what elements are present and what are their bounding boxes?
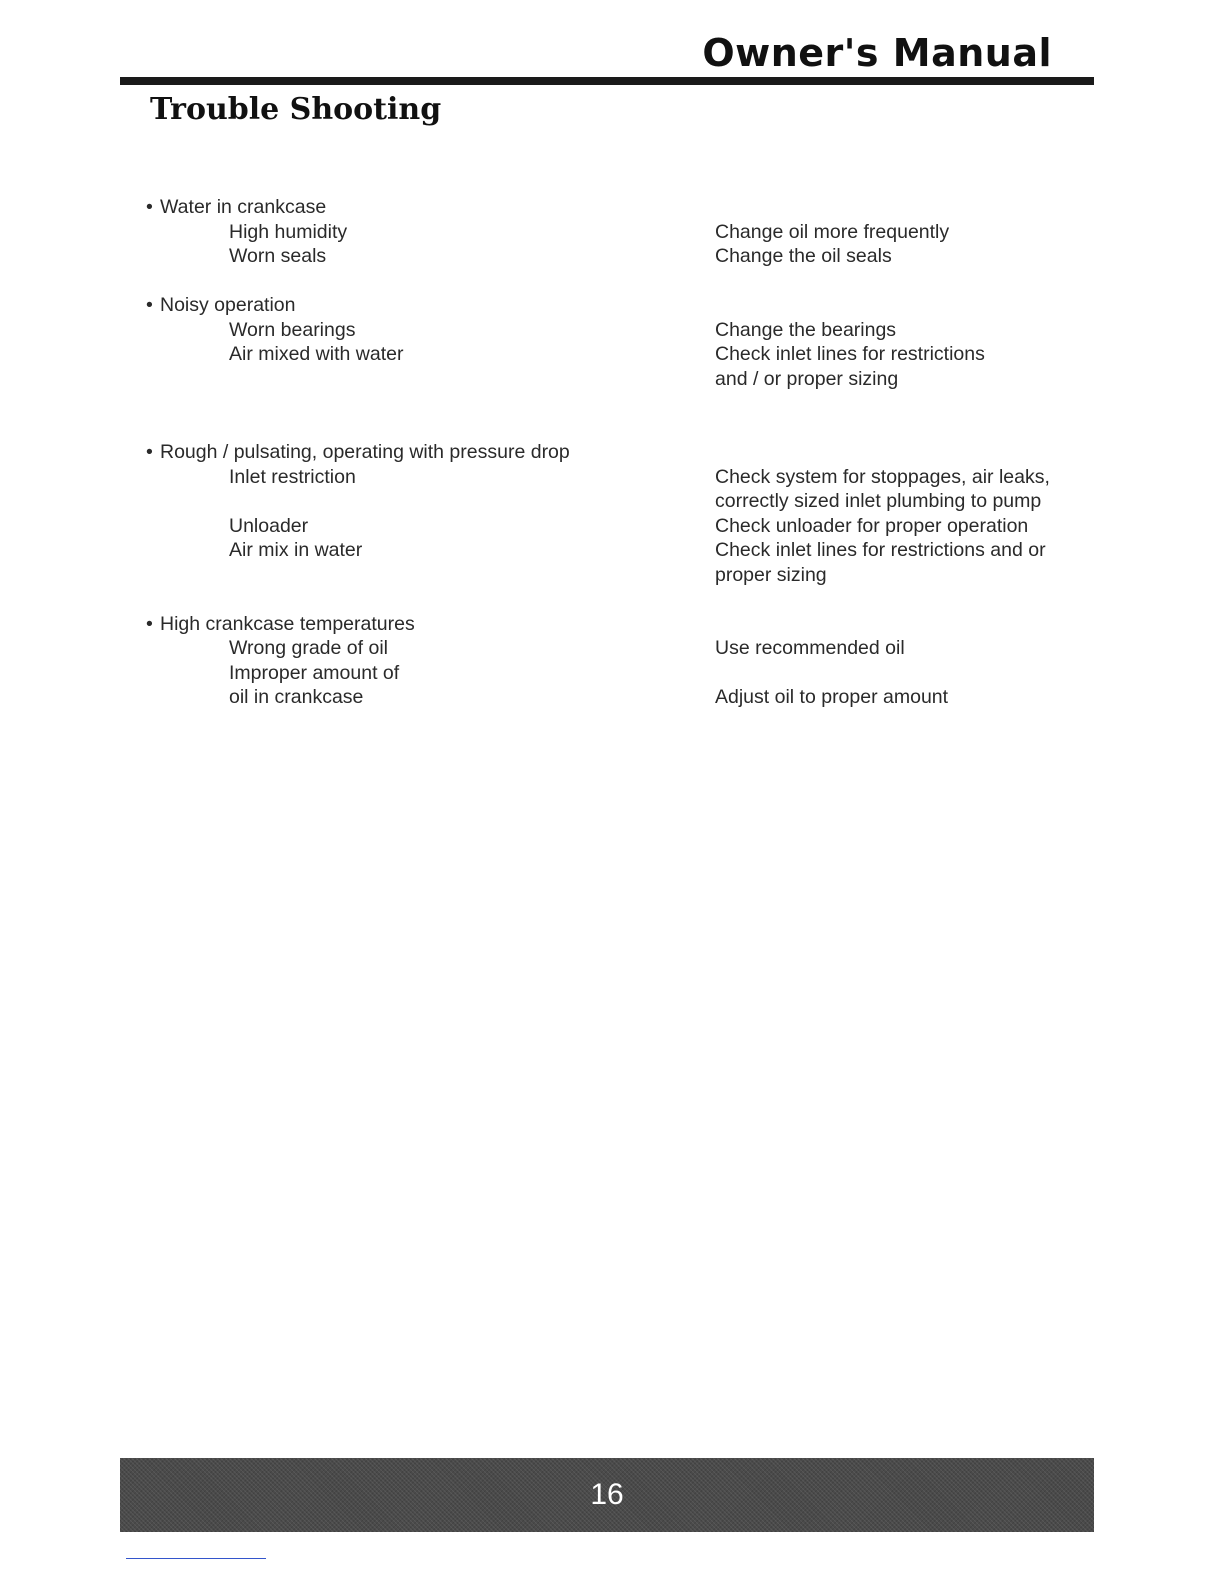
- problem-row: [146, 195, 1066, 220]
- problem-group: [146, 612, 1066, 710]
- cause-text: [146, 489, 715, 514]
- link-underline: [126, 1558, 266, 1559]
- cause-remedy-row: [146, 636, 1066, 661]
- problem-label: Noisy operation: [160, 294, 296, 316]
- problem-group: [146, 440, 1066, 587]
- remedy-text: proper sizing: [715, 563, 827, 586]
- cause-text: Worn bearings: [229, 318, 356, 341]
- cause-remedy-row: [146, 489, 1066, 514]
- cause-remedy-row: [146, 661, 1066, 686]
- remedy-text: Change the bearings: [715, 318, 897, 341]
- cause-text: Worn seals: [229, 245, 327, 267]
- remedy-text: Change the oil seals: [715, 245, 892, 267]
- page-number: 16: [590, 1478, 624, 1511]
- cause-remedy-row: [146, 318, 1066, 343]
- bullet-icon: •: [146, 294, 153, 316]
- cause-remedy-row: [146, 367, 1066, 392]
- remedy-text: Check system for stoppages, air leaks,: [715, 465, 1050, 488]
- remedy-text: Change oil more frequently: [715, 220, 950, 243]
- bullet-icon: •: [146, 196, 153, 218]
- cause-text: oil in crankcase: [229, 686, 364, 708]
- cause-text: High humidity: [229, 220, 348, 243]
- remedy-text: correctly sized inlet plumbing to pump: [715, 490, 1042, 512]
- cause-text: Wrong grade of oil: [229, 637, 388, 659]
- cause-text: [146, 563, 715, 588]
- bullet-icon: •: [146, 612, 153, 635]
- remedy-text: Check inlet lines for restrictions and or: [715, 539, 1046, 561]
- cause-text: Inlet restriction: [229, 465, 356, 488]
- cause-text: Air mixed with water: [229, 343, 404, 365]
- cause-text: [146, 367, 715, 392]
- problem-label: Rough / pulsating, operating with pressure drop: [160, 441, 570, 463]
- remedy-text: Use recommended oil: [715, 637, 905, 659]
- problem-group: [146, 293, 1066, 391]
- cause-text: Air mix in water: [229, 539, 363, 561]
- problem-label: Water in crankcase: [160, 196, 327, 218]
- problem-row: [146, 612, 1066, 637]
- header-rule: [120, 77, 1094, 85]
- remedy-text: Adjust oil to proper amount: [715, 686, 949, 708]
- problem-row: [146, 293, 1066, 318]
- cause-remedy-row: [146, 685, 1066, 710]
- cause-text: Unloader: [229, 514, 309, 537]
- remedy-text: Check inlet lines for restrictions: [715, 343, 985, 365]
- remedy-text: and / or proper sizing: [715, 367, 899, 390]
- section-title: Trouble Shooting: [150, 92, 442, 127]
- cause-remedy-row: [146, 465, 1066, 490]
- cause-text: Improper amount of: [229, 661, 400, 684]
- bullet-icon: •: [146, 441, 153, 463]
- problem-label: High crankcase temperatures: [160, 612, 415, 635]
- problem-row: [146, 440, 1066, 465]
- cause-remedy-row: [146, 514, 1066, 539]
- cause-remedy-row: [146, 563, 1066, 588]
- cause-remedy-row: [146, 220, 1066, 245]
- problem-group: [146, 195, 1066, 269]
- troubleshooting-list: [146, 195, 1066, 710]
- remedy-text: [715, 661, 1066, 686]
- cause-remedy-row: [146, 244, 1066, 269]
- cause-remedy-row: [146, 538, 1066, 563]
- footer-bar: [120, 1458, 1094, 1532]
- cause-remedy-row: [146, 342, 1066, 367]
- manual-title: Owner's Manual: [702, 31, 1052, 75]
- remedy-text: Check unloader for proper operation: [715, 514, 1029, 537]
